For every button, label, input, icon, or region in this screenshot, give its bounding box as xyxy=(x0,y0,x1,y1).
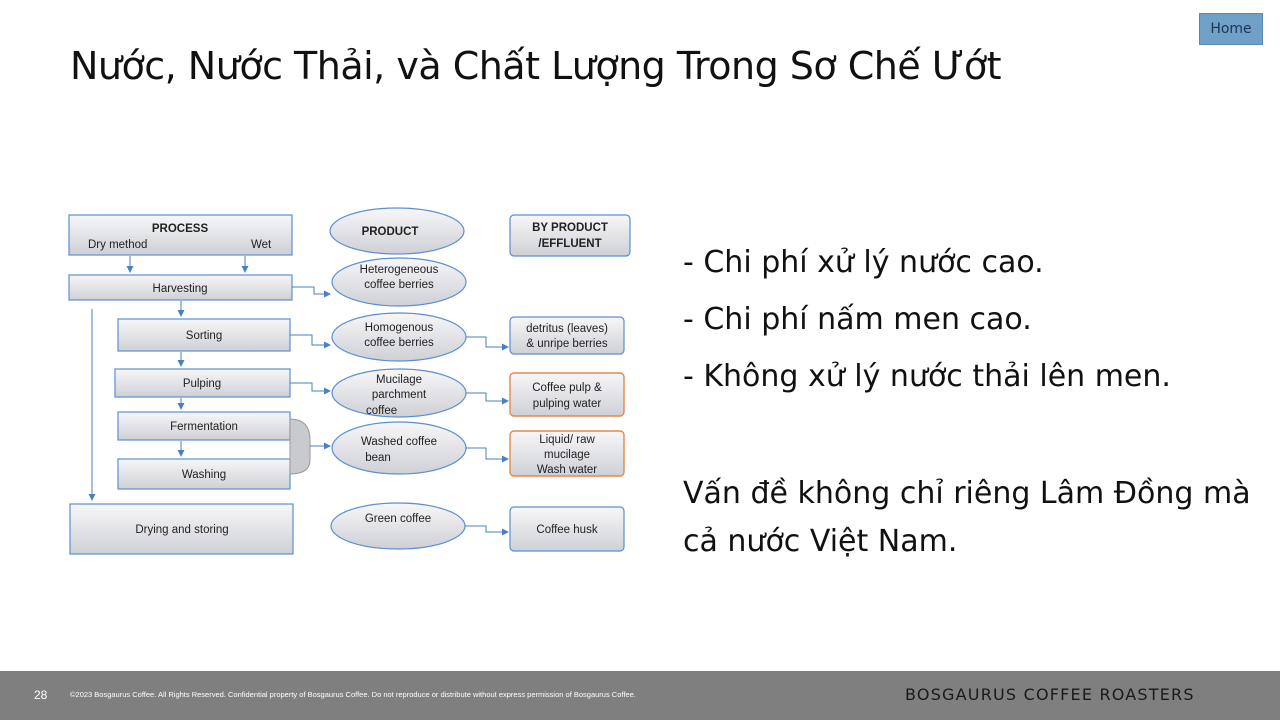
homogenous-label-2: coffee berries xyxy=(364,337,434,349)
harvesting-box xyxy=(69,275,292,300)
process-header-label: PROCESS xyxy=(151,223,209,235)
green-coffee-label: Green coffee xyxy=(364,513,432,525)
heterogeneous-label-2: coffee berries xyxy=(364,279,434,291)
mucilage-label-2: parchment xyxy=(371,389,427,401)
bullet-item: - Chi phí nấm men cao. xyxy=(683,302,1032,337)
wet-method-label: Wet xyxy=(251,239,272,251)
fermentation-label: Fermentation xyxy=(170,421,238,433)
mucilage-label-3: coffee xyxy=(366,405,398,417)
pulp-label-1: Coffee pulp & xyxy=(532,382,602,394)
byproduct-header-label-1: BY PRODUCT xyxy=(532,222,608,234)
bullet-item: - Chi phí xử lý nước cao. xyxy=(683,245,1044,280)
drying-storing-label: Drying and storing xyxy=(135,524,229,536)
pulping-box xyxy=(115,369,290,397)
coffee-pulp-box xyxy=(510,373,624,416)
regional-note: Vấn đề không chỉ riêng Lâm Đồng mà cả nước Việt Nam. xyxy=(683,476,1251,559)
washed-coffee-ellipse xyxy=(332,422,466,474)
mucilage-parchment-ellipse xyxy=(332,369,466,417)
brand-name: BOSGAURUS COFFEE ROASTERS xyxy=(905,685,1195,704)
pulp-label-2: pulping water xyxy=(532,398,602,410)
page-title: Nước, Nước Thải, và Chất Lượng Trong Sơ Chế Ướt xyxy=(70,44,1002,88)
detritus-label-2: & unripe berries xyxy=(526,338,608,350)
byproduct-header-box xyxy=(510,215,630,256)
homogenous-label-1: Homogenous xyxy=(364,322,434,334)
home-button[interactable]: Home xyxy=(1199,13,1263,45)
washing-label: Washing xyxy=(181,469,227,481)
coffee-husk-label: Coffee husk xyxy=(536,524,598,536)
homogenous-berries-ellipse xyxy=(332,313,466,361)
washed-label-2: bean xyxy=(365,452,391,464)
fermentation-box xyxy=(118,412,290,440)
washed-label-1: Washed coffee xyxy=(360,436,438,448)
fermentation-washing-bracket xyxy=(290,419,310,474)
sorting-box xyxy=(118,319,290,351)
liquid-label-2: mucilage xyxy=(543,449,591,461)
pulping-label: Pulping xyxy=(182,378,222,390)
green-coffee-ellipse xyxy=(331,503,465,549)
mucilage-label-1: Mucilage xyxy=(375,374,423,386)
sorting-label: Sorting xyxy=(185,330,223,342)
washing-box xyxy=(118,459,290,489)
liquid-label-3: Wash water xyxy=(536,464,598,476)
harvesting-label: Harvesting xyxy=(152,283,208,295)
coffee-husk-box xyxy=(510,507,624,551)
detritus-box xyxy=(510,317,624,354)
byproduct-header-label-2: /EFFLUENT xyxy=(538,238,602,250)
wet-processing-diagram xyxy=(60,200,640,560)
liquid-label-1: Liquid/ raw xyxy=(539,434,595,446)
copyright-text: ©2023 Bosgaurus Coffee. All Rights Reserved. Confidential property of Bosgaurus Coffee. Do not reproduce or distribute without express permission of Bosgaurus Coffee. xyxy=(70,690,636,699)
footer-bar xyxy=(0,671,1280,720)
page-number: 28 xyxy=(34,688,48,702)
heterogeneous-berries-ellipse xyxy=(332,258,466,306)
bullet-item: - Không xử lý nước thải lên men. xyxy=(683,359,1171,394)
product-header-ellipse xyxy=(330,208,464,254)
liquid-mucilage-box xyxy=(510,431,624,476)
process-header-box xyxy=(69,215,292,255)
issue-bullet-list xyxy=(683,240,1171,411)
heterogeneous-label-1: Heterogeneous xyxy=(359,264,439,276)
detritus-label-1: detritus (leaves) xyxy=(526,323,608,335)
drying-storing-box xyxy=(70,504,293,554)
dry-method-label: Dry method xyxy=(88,239,148,251)
product-header-label: PRODUCT xyxy=(361,226,419,238)
